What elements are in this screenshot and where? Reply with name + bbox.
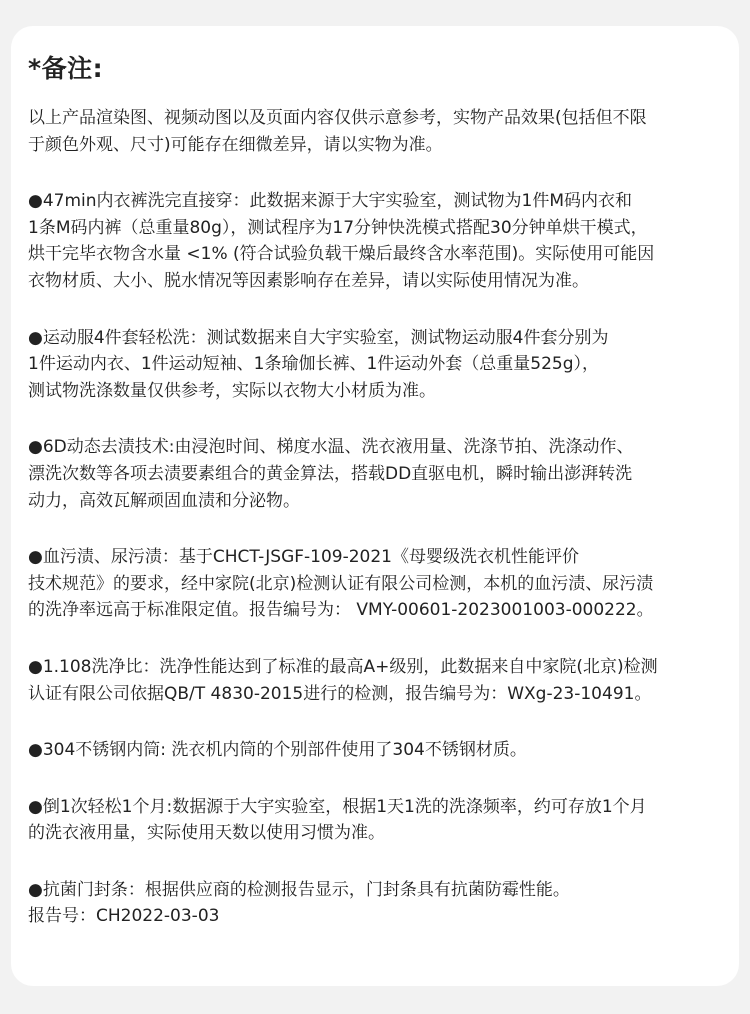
note-line: 漂洗次数等各项去渍要素组合的黄金算法，搭载DD直驱电机，瞬时输出澎湃转洗 <box>28 463 633 484</box>
note-paragraph <box>28 325 728 405</box>
note-paragraph <box>28 654 728 707</box>
note-line: 报告号：CH2022-03-03 <box>28 906 220 927</box>
note-card <box>11 26 739 986</box>
note-line: 的洗衣液用量，实际使用天数以使用习惯为准。 <box>28 823 385 844</box>
note-line: ●血污渍、尿污渍：基于CHCT-JSGF-109-2021《母婴级洗衣机性能评价 <box>28 547 579 568</box>
note-line: 测试物洗涤数量仅供参考，实际以衣物大小材质为准。 <box>28 380 436 401</box>
note-title: *备注: <box>28 54 104 83</box>
note-line: 以上产品渲染图、视频动图以及页面内容仅供示意参考，实物产品效果(包括但不限 <box>28 108 647 128</box>
note-line: ●47min内衣裤洗完直接穿：此数据来源于大宇实验室，测试物为1件M码内衣和 <box>28 191 633 212</box>
note-line: 衣物材质、大小、脱水情况等因素影响存在差异，请以实际使用情况为准。 <box>28 270 589 291</box>
note-line: ●倒1次轻松1个月:数据源于大宇实验室，根据1天1洗的洗涤频率，约可存放1个月 <box>28 796 647 817</box>
note-line: 于颜色外观、尺寸)可能存在细微差异，请以实物为准。 <box>28 134 443 155</box>
note-line: ●6D动态去渍技术:由浸泡时间、梯度水温、洗衣液用量、洗涤节拍、洗涤动作、 <box>28 437 634 458</box>
note-line: 烘干完毕衣物含水量 <1% (符合试验负载干燥后最终含水率范围)。实际使用可能因 <box>28 244 655 265</box>
note-body <box>28 105 739 930</box>
note-paragraph <box>28 434 728 514</box>
note-line: 1条M码内裤（总重量80g），测试程序为17分钟快洗模式搭配30分钟单烘干模式， <box>28 217 648 238</box>
note-line: ●304不锈钢内筒: 洗衣机内筒的个别部件使用了304不锈钢材质。 <box>28 740 527 761</box>
note-paragraph <box>28 877 728 930</box>
note-line: 的洗净率远高于标准限定值。报告编号为： VMY-00601-2023001003-000222。 <box>28 600 654 621</box>
note-line: ●运动服4件套轻松洗：测试数据来自大宇实验室，测试物运动服4件套分别为 <box>28 327 609 348</box>
note-paragraph <box>28 188 728 294</box>
note-line: 动力，高效瓦解顽固血渍和分泌物。 <box>28 490 300 511</box>
note-line: 认证有限公司依据QB/T 4830-2015进行的检测，报告编号为：WXg-23-10491。 <box>28 683 652 704</box>
note-paragraph <box>28 105 728 158</box>
note-paragraph <box>28 544 728 624</box>
note-paragraph <box>28 737 728 764</box>
note-line: 技术规范》的要求，经中家院(北京)检测认证有限公司检测，本机的血污渍、尿污渍 <box>28 573 654 594</box>
note-line: ●1.108洗净比：洗净性能达到了标准的最高A+级别，此数据来自中家院(北京)检测 <box>28 656 658 677</box>
note-line: ●抗菌门封条：根据供应商的检测报告显示，门封条具有抗菌防霉性能。 <box>28 879 570 900</box>
note-line: 1件运动内衣、1件运动短袖、1条瑜伽长裤、1件运动外套（总重量525g）， <box>28 354 600 375</box>
note-paragraph <box>28 794 728 847</box>
